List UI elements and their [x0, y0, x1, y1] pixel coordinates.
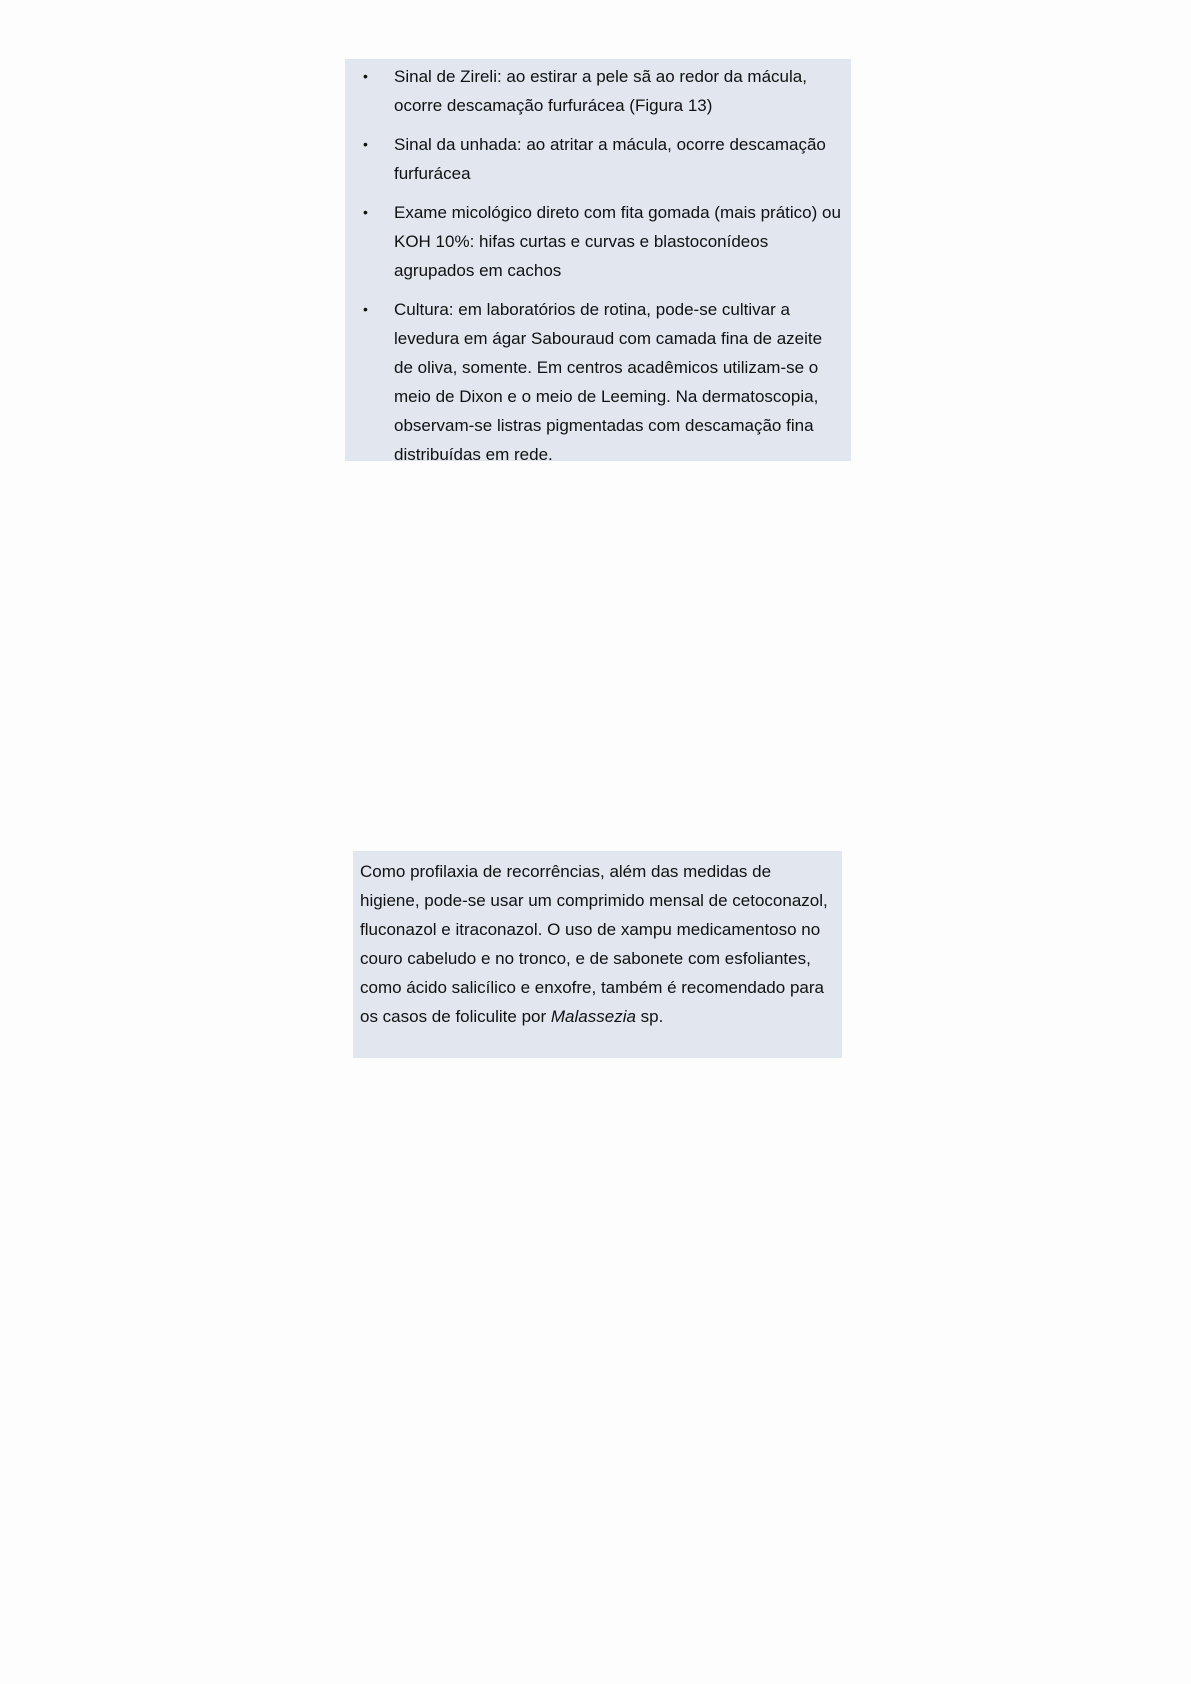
- bullet-marker: •: [363, 204, 368, 220]
- diagnosis-bullet-list: [351, 62, 845, 469]
- list-item-text: Cultura: em laboratórios de rotina, pode-se cultivar a levedura em ágar Sabouraud com camada fina de azeite de oliva, somente. Em centros acadêmicos utilizam-se o meio de Dixon e o meio de Leeming. Na dermatoscopia, observam-se listras pigmentadas com descamação fina distribuídas em rede.: [394, 300, 823, 464]
- list-item-text: Exame micológico direto com fita gomada (mais prático) ou KOH 10%: hifas curtas e curvas e blastoconídeos agrupados em cachos: [394, 203, 841, 280]
- list-item-text: Sinal de Zireli: ao estirar a pele sã ao redor da mácula, ocorre descamação furfurácea (Figura 13): [394, 67, 807, 115]
- genus-name: Malassezia: [550, 1007, 636, 1026]
- list-item: [351, 130, 845, 188]
- prophylaxis-text: Como profilaxia de recorrências, além das medidas de higiene, pode-se usar um comprimido mensal de cetoconazol, fluconazol e itraconazol. O uso de xampu medicamentoso no couro cabeludo e no tronco, e de sabonete com esfoliantes, como ácido salicílico e enxofre, também é recomendado para os casos de foliculite por: [360, 862, 828, 1026]
- list-item: [351, 198, 845, 285]
- bullet-marker: •: [363, 68, 368, 84]
- prophylaxis-box: [353, 851, 842, 1058]
- diagnosis-bullet-box: [345, 59, 851, 464]
- prophylaxis-paragraph: [360, 857, 835, 1031]
- list-item: [351, 295, 845, 469]
- list-item-text: Sinal da unhada: ao atritar a mácula, ocorre descamação furfurácea: [394, 135, 826, 183]
- list-item: [351, 62, 845, 120]
- bullet-marker: •: [363, 301, 368, 317]
- species-suffix: sp.: [635, 1007, 664, 1026]
- bullet-marker: •: [363, 136, 368, 152]
